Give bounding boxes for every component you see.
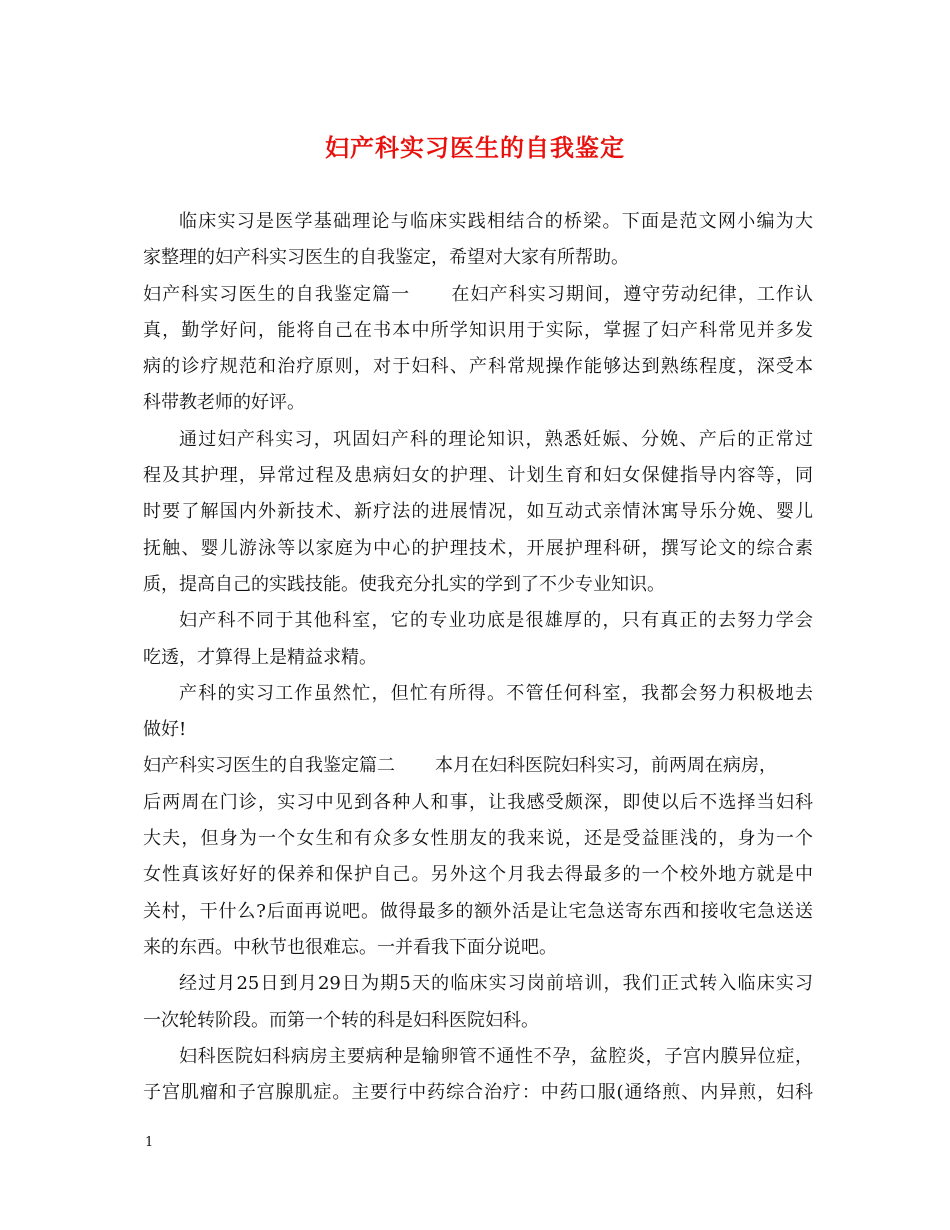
text-line: 女性真该好好的保养和保护自己。另外这个月我去得最多的一个校外地方就是中 — [143, 864, 813, 886]
page-number: 1 — [145, 1135, 154, 1150]
text-line: 后两周在门诊，实习中见到各种人和事，让我感受颇深，即使以后不选择当妇科 — [143, 791, 813, 813]
text-segment: 本月在妇科医院妇科实习，前两周在病房， — [435, 755, 777, 777]
text-line-with-heading — [143, 277, 813, 313]
section-heading: 妇产科实习医生的自我鉴定篇一 — [143, 283, 411, 305]
text-line-with-heading — [143, 748, 813, 784]
text-line: 临床实习是医学基础理论与临床实践相结合的桥梁。下面是范文网小编为大 — [179, 211, 813, 232]
text-line: 经过月25日到月29日为期5天的临床实习岗前培训，我们正式转入临床实习 — [179, 973, 813, 995]
section-heading: 妇产科实习医生的自我鉴定篇二 — [143, 755, 395, 777]
text-line: 程及其护理，异常过程及患病妇女的护理、计划生育和妇女保健指导内容等，同 — [143, 465, 813, 487]
text-line: 通过妇产科实习，巩固妇产科的理论知识，熟悉妊娠、分娩、产后的正常过 — [179, 428, 813, 450]
document-title: 妇产科实习医生的自我鉴定 — [325, 133, 625, 162]
text-line: 吃透，才算得上是精益求精。 — [143, 646, 377, 668]
text-line: 做好! — [143, 719, 187, 741]
text-line: 家整理的妇产科实习医生的自我鉴定，希望对大家有所帮助。 — [143, 247, 629, 269]
text-line: 妇科医院妇科病房主要病种是输卵管不通性不孕，盆腔炎，子宫内膜异位症， — [179, 1045, 813, 1067]
text-line: 质，提高自己的实践技能。使我充分扎实的学到了不少专业知识。 — [143, 573, 665, 595]
text-line: 产科的实习工作虽然忙，但忙有所得。不管任何科室，我都会努力积极地去 — [179, 682, 813, 704]
text-line: 来的东西。中秋节也很难忘。一并看我下面分说吧。 — [143, 936, 557, 958]
text-segment: 在妇产科实习期间，遵守劳动纪律，工作认 — [450, 283, 814, 305]
text-line: 子宫肌瘤和子宫腺肌症。主要行中药综合治疗：中药口服(通络煎、内异煎，妇科 — [143, 1082, 813, 1104]
text-line: 一次轮转阶段。而第一个转的科是妇科医院妇科。 — [143, 1009, 539, 1031]
text-line: 真，勤学好问，能将自己在书本中所学知识用于实际，掌握了妇产科常见并多发 — [143, 319, 813, 341]
text-line: 时要了解国内外新技术、新疗法的进展情况，如互动式亲情沐寓导乐分娩、婴儿 — [143, 501, 813, 523]
document-body — [143, 204, 813, 1111]
text-line: 关村，干什么?后面再说吧。做得最多的额外活是让宅急送寄东西和接收宅急送送 — [143, 900, 813, 922]
text-line: 病的诊疗规范和治疗原则，对于妇科、产科常规操作能够达到熟练程度，深受本 — [143, 356, 813, 378]
text-line: 大夫，但身为一个女生和有众多女性朋友的我来说，还是受益匪浅的，身为一个 — [143, 828, 813, 850]
text-line: 科带教老师的好评。 — [143, 392, 305, 414]
text-line: 妇产科不同于其他科室，它的专业功底是很雄厚的，只有真正的去努力学会 — [179, 610, 813, 632]
text-line: 抚触、婴儿游泳等以家庭为中心的护理技术，开展护理科研，撰写论文的综合素 — [143, 537, 813, 559]
